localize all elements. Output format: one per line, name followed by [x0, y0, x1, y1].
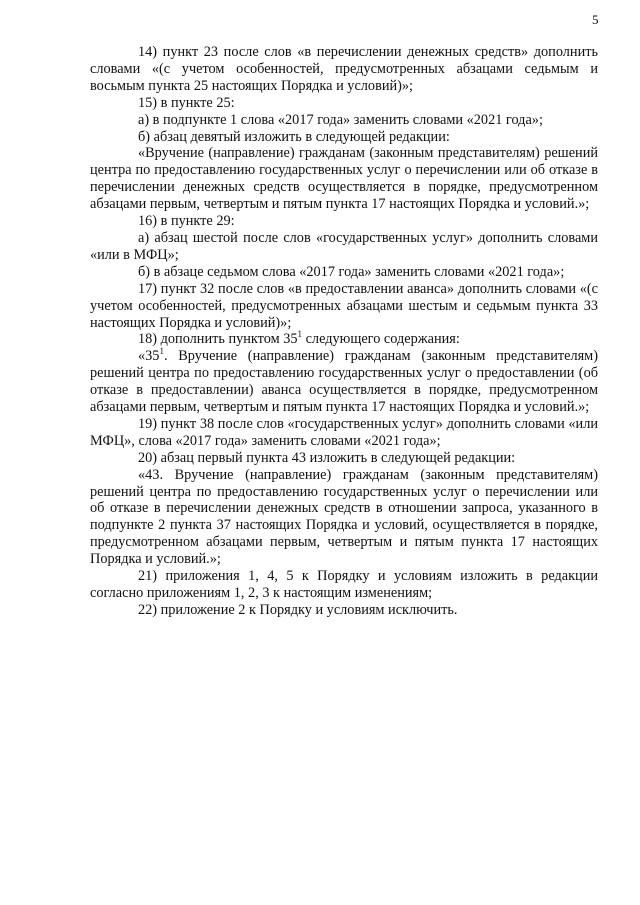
paragraph-item-16: 16) в пункте 29: — [138, 213, 235, 230]
paragraph-subitem-16a: а) абзац шестой после слов «государственных услуг» дополнить словами «или в МФЦ»; — [90, 229, 598, 263]
paragraph-subitem-16b: б) в абзаце седьмом слова «2017 года» заменить словами «2021 года»; — [138, 263, 565, 280]
paragraph-item-19: 19) пункт 38 после слов «государственных услуг» дополнить словами «или МФЦ», слова «2017 года» заменить словами «2021 года»; — [90, 415, 598, 449]
paragraph-subitem-15b: б) абзац девятый изложить в следующей редакции: — [138, 128, 450, 145]
paragraph-item-15: 15) в пункте 25: — [138, 94, 235, 111]
paragraph-item-18-tail: следующего содержания: — [302, 331, 460, 348]
page-number: 5 — [592, 12, 599, 27]
paragraph-quote-35-1-start: «35 — [138, 348, 160, 365]
paragraph-quote-43: «43. Вручение (направление) гражданам (законным представителям) решений центра по предоставлению государственных услуг о перечислении или об отказе в перечислении денежных средств в отношении запроса, указанного в подпункте 2 пункта 37 настоящих Порядка и условий, осуществляется в порядке, предусмотренном абзацами первым, четвертым и пятым пункта 17 настоящих Порядка и условий.»; — [90, 466, 598, 568]
paragraph-quote-35-1 — [90, 348, 598, 416]
paragraph-quote-35-1-text: . Вручение (направление) гражданам (законным представителям) решений центра по предоставлению государственных услуг о предоставлении (об отказе в предоставлении) аванса осуществляется в порядке, предусмотренном абзацами первым, четвертым и пятым пункта 17 настоящих Порядка и условий.»; — [90, 348, 598, 416]
document-body — [90, 44, 598, 619]
paragraph-item-18-text: 18) дополнить пунктом 35 — [138, 331, 298, 348]
superscript-marker: 1 — [159, 346, 164, 357]
paragraph-item-18 — [90, 331, 598, 348]
paragraph-item-17: 17) пункт 32 после слов «в предоставлении аванса» дополнить словами «(с учетом особенностей, предусмотренных абзацами шестым и седьмым пункта 33 настоящих Порядка и условий)»; — [90, 280, 598, 331]
paragraph-item-20: 20) абзац первый пункта 43 изложить в следующей редакции: — [138, 449, 516, 466]
superscript-marker: 1 — [297, 329, 303, 340]
paragraph-item-22: 22) приложение 2 к Порядку и условиям исключить. — [138, 601, 458, 618]
paragraph-item-14: 14) пункт 23 после слов «в перечислении денежных средств» дополнить словами «(с учетом особенностей, предусмотренных абзацами седьмым и восьмым пункта 25 настоящих Порядка и условий)»; — [90, 44, 598, 94]
paragraph-item-21: 21) приложения 1, 4, 5 к Порядку и условиям изложить в редакции согласно приложениям 1, 2, 3 к настоящим изменениям; — [90, 568, 598, 601]
paragraph-quote-25: «Вручение (направление) гражданам (законным представителям) решений центра по предоставлению государственных услуг о перечислении или об отказе в перечислении денежных средств осуществляется в порядке, предусмотренном абзацами первым, четвертым и пятым пункта 17 настоящих Порядка и условий.»; — [90, 145, 598, 213]
paragraph-subitem-15a: а) в подпункте 1 слова «2017 года» заменить словами «2021 года»; — [138, 111, 543, 128]
